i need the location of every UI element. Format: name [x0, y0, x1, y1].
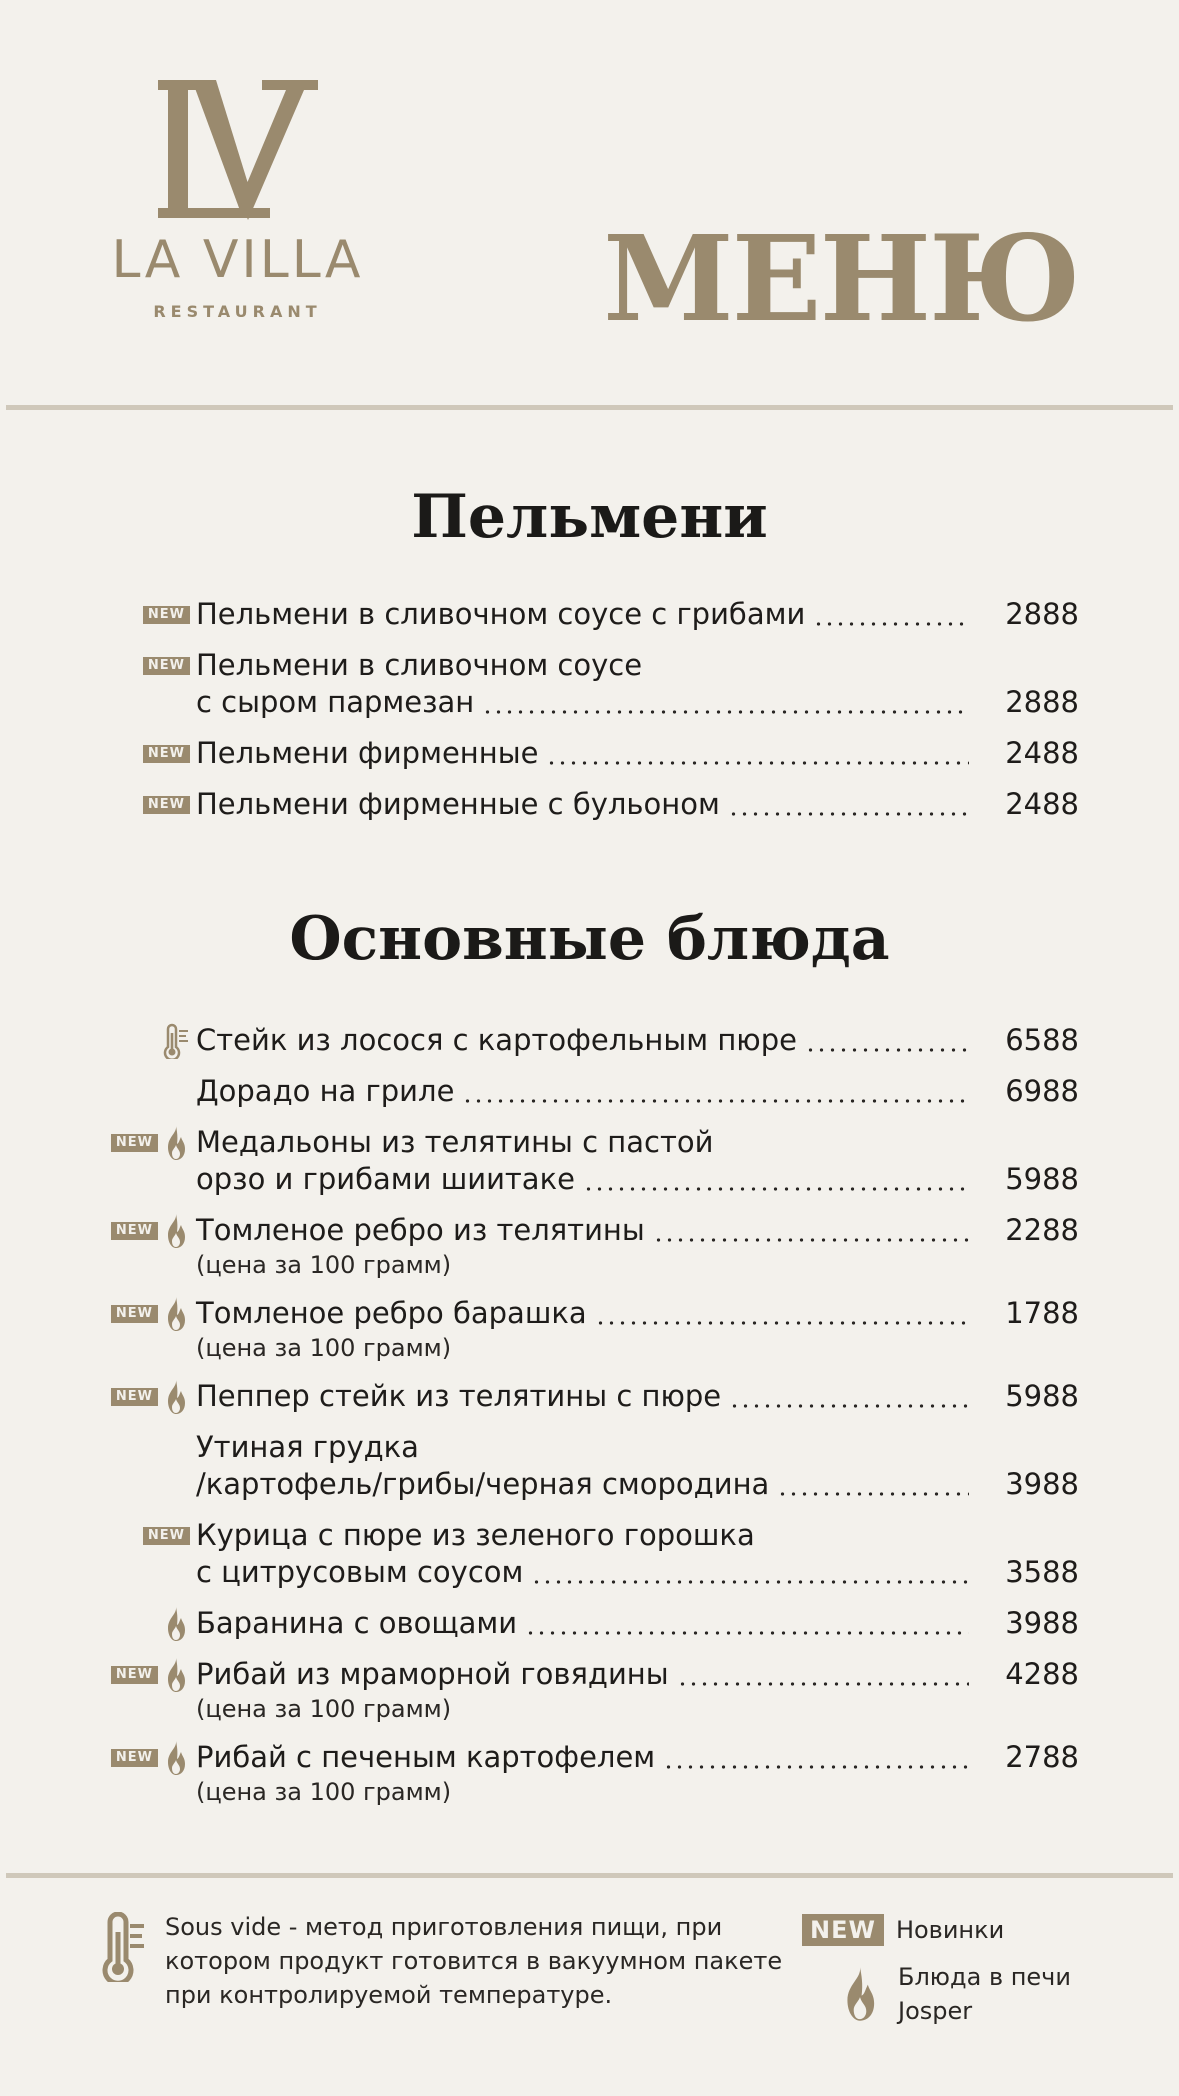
flame-icon — [162, 1657, 190, 1693]
new-badge: NEW — [111, 1666, 158, 1684]
flame-icon — [162, 1740, 190, 1776]
menu-list-pelmeni — [0, 596, 1179, 823]
menu-item — [0, 647, 1179, 721]
item-name-line: Медальоны из телятины с пастой — [196, 1125, 714, 1159]
item-price: 2788 — [1005, 1740, 1079, 1774]
item-badges — [0, 1605, 190, 1642]
dot-leader — [462, 1096, 969, 1106]
item-name-line: Курица с пюре из зеленого горошка — [196, 1518, 755, 1552]
item-badges — [0, 1739, 190, 1776]
item-note: (цена за 100 грамм) — [196, 1251, 452, 1279]
item-badges — [0, 1656, 190, 1693]
menu-list-main-courses — [0, 1022, 1179, 1808]
dot-leader — [677, 1679, 969, 1689]
item-price: 3988 — [1005, 1467, 1079, 1501]
menu-item — [0, 1739, 1179, 1808]
new-badge: NEW — [143, 1527, 190, 1545]
flame-icon — [162, 1125, 190, 1161]
item-name: Томленое ребро из телятины — [196, 1213, 645, 1247]
item-price: 2288 — [1005, 1213, 1079, 1247]
item-name: Пельмени в сливочном соусе с грибами — [196, 597, 806, 631]
section-title-pelmeni: Пельмени — [411, 482, 768, 552]
item-price: 6988 — [1005, 1074, 1079, 1108]
flame-icon — [162, 1379, 190, 1415]
item-badges — [0, 647, 190, 684]
new-badge: NEW — [143, 796, 190, 814]
logo — [80, 80, 395, 321]
item-badges — [0, 1378, 190, 1415]
item-note: (цена за 100 грамм) — [196, 1695, 452, 1723]
item-price: 2888 — [1005, 597, 1079, 631]
legend-josper-line-2: Josper — [898, 1997, 973, 2025]
item-name: /картофель/грибы/черная смородина — [196, 1467, 770, 1501]
item-price: 1788 — [1005, 1296, 1079, 1330]
item-name: Стейк из лосося с картофельным пюре — [196, 1023, 797, 1057]
item-price: 4288 — [1005, 1657, 1079, 1691]
item-note: (цена за 100 грамм) — [196, 1334, 452, 1362]
dot-leader — [813, 619, 969, 629]
menu-item — [0, 1517, 1179, 1591]
dot-leader — [595, 1318, 969, 1328]
menu-item — [0, 1378, 1179, 1415]
sous-vide-explanation: Sous vide - метод приготовления пищи, при котором продукт готовится в вакуумном пакете при контролируемой температуре. — [165, 1913, 783, 2009]
menu-item — [0, 1605, 1179, 1642]
item-price: 2488 — [1005, 736, 1079, 770]
flame-icon — [162, 1606, 190, 1642]
menu-item — [0, 1656, 1179, 1725]
new-badge: NEW — [111, 1749, 158, 1767]
item-price: 2888 — [1005, 685, 1079, 719]
new-badge: NEW — [111, 1305, 158, 1323]
item-price: 6588 — [1005, 1023, 1079, 1057]
dot-leader — [728, 809, 969, 819]
legend-new — [802, 1914, 1004, 1946]
item-name: с сыром пармезан — [196, 685, 475, 719]
dot-leader — [531, 1577, 969, 1587]
item-badges — [0, 1429, 190, 1466]
item-price: 3588 — [1005, 1555, 1079, 1589]
item-badges — [0, 786, 190, 823]
legend-josper-label — [898, 1960, 1071, 2028]
item-name-line: Утиная грудка — [196, 1430, 419, 1464]
dot-leader — [525, 1628, 969, 1638]
item-price: 2488 — [1005, 787, 1079, 821]
legend-josper — [838, 1960, 1071, 2028]
dot-leader — [777, 1489, 969, 1499]
flame-icon — [162, 1296, 190, 1332]
dot-leader — [653, 1235, 969, 1245]
item-badges — [0, 1124, 190, 1161]
menu-item — [0, 735, 1179, 772]
new-badge: NEW — [143, 657, 190, 675]
thermometer-icon — [100, 1912, 146, 1982]
item-badges — [0, 735, 190, 772]
section-title-main-courses: Основные блюда — [289, 904, 890, 974]
item-price: 3988 — [1005, 1606, 1079, 1640]
item-name: с цитрусовым соусом — [196, 1555, 524, 1589]
menu-item — [0, 1295, 1179, 1364]
menu-item — [0, 1073, 1179, 1110]
legend-new-label: Новинки — [895, 1916, 1005, 1944]
item-line — [0, 1161, 1179, 1198]
item-line — [0, 1554, 1179, 1591]
dot-leader — [805, 1045, 969, 1055]
menu-item — [0, 1212, 1179, 1281]
top-divider — [6, 405, 1173, 410]
new-badge: NEW — [143, 606, 190, 624]
menu-item — [0, 1429, 1179, 1503]
item-name: Рибай из мраморной говядины — [196, 1657, 669, 1691]
thermometer-icon — [162, 1023, 190, 1059]
item-name: Баранина с овощами — [196, 1606, 518, 1640]
item-line — [0, 684, 1179, 721]
item-badges — [0, 1022, 190, 1059]
flame-icon — [162, 1213, 190, 1249]
item-name: орзо и грибами шиитаке — [196, 1162, 575, 1196]
item-price: 5988 — [1005, 1162, 1079, 1196]
brand-subtitle: RESTAURANT — [153, 302, 322, 321]
new-badge: NEW — [143, 745, 190, 763]
item-badges — [0, 596, 190, 633]
new-badge: NEW — [111, 1388, 158, 1406]
item-name-line: Пельмени в сливочном соусе — [196, 648, 643, 682]
item-badges — [0, 1295, 190, 1332]
dot-leader — [482, 707, 969, 717]
menu-item — [0, 596, 1179, 633]
menu-item — [0, 786, 1179, 823]
item-line — [0, 1466, 1179, 1503]
item-name: Рибай с печеным картофелем — [196, 1740, 656, 1774]
item-note: (цена за 100 грамм) — [196, 1778, 452, 1806]
item-name: Томленое ребро барашка — [196, 1296, 587, 1330]
new-badge: NEW — [111, 1222, 158, 1240]
bottom-divider — [6, 1873, 1173, 1878]
new-badge: NEW — [802, 1914, 884, 1946]
legend-josper-line-1: Блюда в печи — [898, 1963, 1071, 1991]
dot-leader — [729, 1401, 969, 1411]
item-badges — [0, 1073, 190, 1110]
menu-item — [0, 1124, 1179, 1198]
brand-name: LA VILLA — [111, 230, 364, 290]
lv-monogram-icon — [158, 80, 318, 230]
menu-item — [0, 1022, 1179, 1059]
item-name: Пеппер стейк из телятины с пюре — [196, 1379, 722, 1413]
item-name: Пельмени фирменные с бульоном — [196, 787, 720, 821]
dot-leader — [583, 1184, 969, 1194]
page-title: МЕНЮ — [603, 209, 1079, 348]
dot-leader — [663, 1762, 969, 1772]
dot-leader — [546, 758, 969, 768]
item-badges — [0, 1517, 190, 1554]
item-price: 5988 — [1005, 1379, 1079, 1413]
item-name: Пельмени фирменные — [196, 736, 539, 770]
item-badges — [0, 1212, 190, 1249]
new-badge: NEW — [111, 1134, 158, 1152]
item-name: Дорадо на гриле — [196, 1074, 455, 1108]
flame-icon — [838, 1964, 882, 2024]
